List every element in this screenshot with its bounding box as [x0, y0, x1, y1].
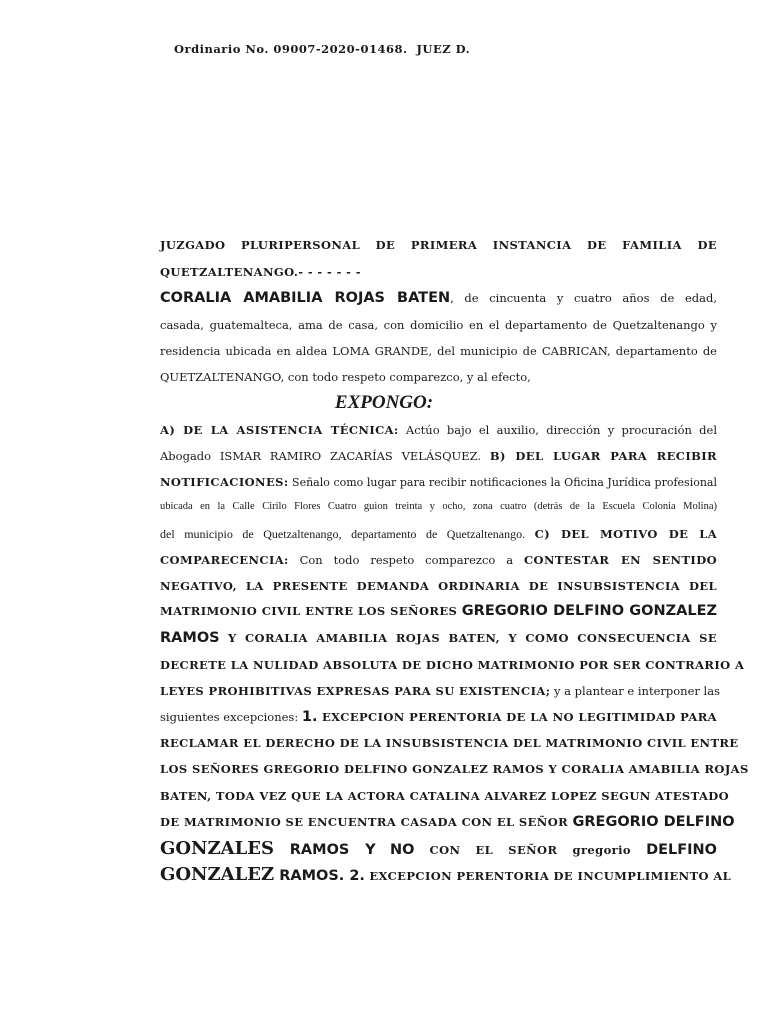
- body-line-15: BATEN, TODA VEZ QUE LA ACTORA CATALINA ALVAREZ LOPEZ SEGUN ATESTADO: [160, 789, 730, 803]
- body-line-7: NEGATIVO, LA PRESENTE DEMANDA ORDINARIA DE INSUBSISTENCIA DEL: [160, 579, 717, 593]
- body-line-3: NOTIFICACIONES: Señalo como lugar para recibir notificaciones la Oficina Jurídica profesional: [160, 475, 717, 489]
- body-line-6: COMPARECENCIA: Con todo respeto comparezco a CONTESTAR EN SENTIDO: [160, 553, 717, 567]
- body-line-18: GONZALEZ RAMOS. 2. EXCEPCION PERENTORIA DE INCUMPLIMIENTO AL: [160, 864, 732, 885]
- body-line-8: MATRIMONIO CIVIL ENTRE LOS SEÑORES GREGORIO DELFINO GONZALEZ: [160, 603, 717, 619]
- court-line-1: JUZGADO PLURIPERSONAL DE PRIMERA INSTANCIA DE FAMILIA DE: [160, 238, 717, 252]
- intro-line-3: residencia ubicada en aldea LOMA GRANDE, del municipio de CABRICAN, departamento de: [160, 344, 717, 358]
- body-line-16: DE MATRIMONIO SE ENCUENTRA CASADA CON EL SEÑOR GREGORIO DELFINO: [160, 814, 735, 830]
- body-line-9: RAMOS Y CORALIA AMABILIA ROJAS BATEN, Y COMO CONSECUENCIA SE: [160, 630, 717, 646]
- body-line-12: siguientes excepciones: 1. EXCEPCION PERENTORIA DE LA NO LEGITIMIDAD PARA: [160, 709, 717, 725]
- body-line-10: DECRETE LA NULIDAD ABSOLUTA DE DICHO MATRIMONIO POR SER CONTRARIO A: [160, 658, 745, 672]
- body-line-17: GONZALES RAMOS Y NO CON EL SEÑOR gregorio DELFINO: [160, 838, 718, 859]
- body-line-14: LOS SEÑORES GREGORIO DELFINO GONZALEZ RAMOS Y CORALIA AMABILIA ROJAS: [160, 762, 749, 776]
- body-line-2: Abogado ISMAR RAMIRO ZACARÍAS VELÁSQUEZ. B) DEL LUGAR PARA RECIBIR: [160, 449, 717, 463]
- intro-line-4: QUETZALTENANGO, con todo respeto comparezco, y al efecto,: [160, 370, 531, 384]
- body-line-5: del municipio de Quetzaltenango, departamento de Quetzaltenango. C) DEL MOTIVO DE LA: [160, 527, 718, 541]
- intro-line-2: casada, guatemalteca, ama de casa, con domicilio en el departamento de Quetzaltenango y: [160, 318, 717, 332]
- court-line-2: QUETZALTENANGO.- - - - - - -: [160, 265, 361, 279]
- intro-line-1: CORALIA AMABILIA ROJAS BATEN, de cincuenta y cuatro años de edad,: [160, 290, 717, 306]
- body-line-13: RECLAMAR EL DERECHO DE LA INSUBSISTENCIA DEL MATRIMONIO CIVIL ENTRE: [160, 736, 739, 750]
- section-title: EXPONGO:: [334, 392, 434, 413]
- body-line-1: A) DE LA ASISTENCIA TÉCNICA: Actúo bajo el auxilio, dirección y procuración del: [160, 423, 718, 437]
- body-line-11: LEYES PROHIBITIVAS EXPRESAS PARA SU EXISTENCIA; y a plantear e interponer las: [160, 684, 720, 698]
- body-line-4: ubicada en la Calle Cirilo Flores Cuatro guion treinta y ocho, zona cuatro (detrás de la Escuela Colonia Molina): [160, 501, 717, 512]
- case-number-header: Ordinario No. 09007-2020-01468. JUEZ D.: [174, 42, 471, 56]
- appearing-party-name: CORALIA AMABILIA ROJAS BATEN: [160, 290, 451, 306]
